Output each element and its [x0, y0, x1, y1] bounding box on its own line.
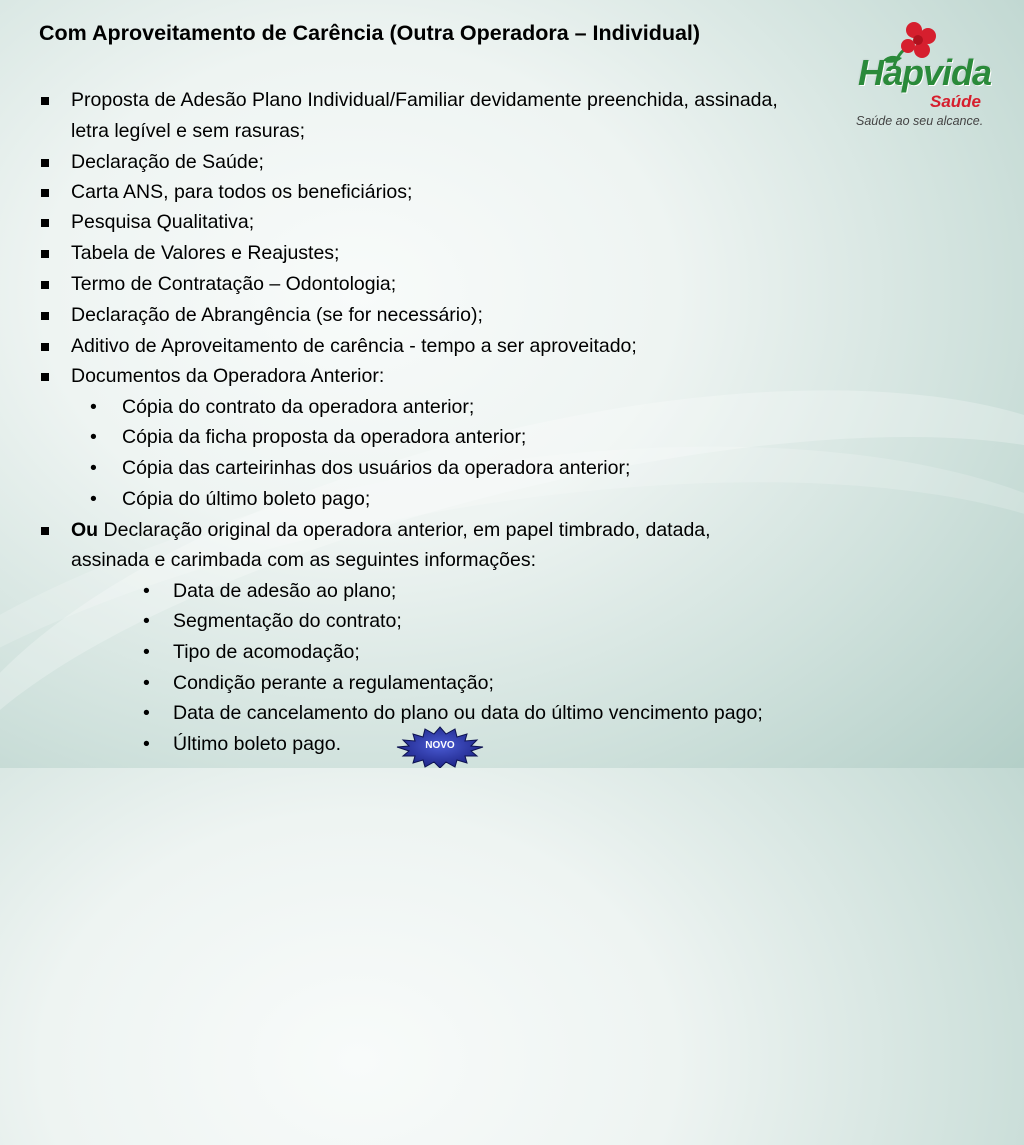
square-bullet-icon: [41, 312, 49, 320]
logo-tagline: Saúde ao seu alcance.: [856, 114, 984, 128]
list-item: Documentos da Operadora Anterior:: [71, 365, 385, 387]
round-bullet-icon: •: [143, 580, 150, 602]
list-item-text: Declaração original da operadora anterior, em papel timbrado, datada,: [98, 519, 711, 541]
round-bullet-icon: •: [90, 396, 97, 418]
square-bullet-icon: [41, 189, 49, 197]
info-list-item: Tipo de acomodação;: [173, 641, 360, 663]
square-bullet-icon: [41, 219, 49, 227]
info-list-item: Segmentação do contrato;: [173, 610, 402, 632]
square-bullet-icon: [41, 527, 49, 535]
round-bullet-icon: •: [143, 702, 150, 724]
round-bullet-icon: •: [143, 733, 150, 755]
square-bullet-icon: [41, 373, 49, 381]
round-bullet-icon: •: [90, 488, 97, 510]
badge-label: NOVO: [425, 740, 455, 751]
round-bullet-icon: •: [143, 610, 150, 632]
info-list-item: Data de cancelamento do plano ou data do último vencimento pago;: [173, 702, 763, 724]
square-bullet-icon: [41, 281, 49, 289]
new-badge: [395, 726, 485, 768]
sub-list-item: Cópia do último boleto pago;: [122, 488, 371, 510]
list-item: [71, 515, 711, 546]
round-bullet-icon: •: [90, 426, 97, 448]
list-item-continuation: letra legível e sem rasuras;: [71, 120, 306, 142]
square-bullet-icon: [41, 343, 49, 351]
sub-list-item: Cópia da ficha proposta da operadora anterior;: [122, 426, 527, 448]
info-list-item: Data de adesão ao plano;: [173, 580, 397, 602]
page-title: Com Aproveitamento de Carência (Outra Operadora – Individual): [39, 21, 701, 45]
list-item: Tabela de Valores e Reajustes;: [71, 242, 340, 264]
list-item: Declaração de Abrangência (se for necessário);: [71, 304, 483, 326]
list-item: Carta ANS, para todos os beneficiários;: [71, 181, 413, 203]
list-item-continuation: assinada e carimbada com as seguintes informações:: [71, 549, 536, 571]
logo-brand: Hapvida: [858, 52, 992, 93]
list-item: Pesquisa Qualitativa;: [71, 211, 255, 233]
square-bullet-icon: [41, 250, 49, 258]
round-bullet-icon: •: [143, 672, 150, 694]
round-bullet-icon: •: [143, 641, 150, 663]
list-item: Termo de Contratação – Odontologia;: [71, 273, 397, 295]
list-item: Aditivo de Aproveitamento de carência - tempo a ser aproveitado;: [71, 335, 637, 357]
logo-sub: Saúde: [930, 92, 982, 111]
square-bullet-icon: [41, 97, 49, 105]
info-list-item: Condição perante a regulamentação;: [173, 672, 494, 694]
sub-list-item: Cópia das carteirinhas dos usuários da operadora anterior;: [122, 457, 631, 479]
or-label: Ou: [71, 519, 99, 541]
info-list-item: Último boleto pago.: [173, 733, 342, 755]
list-item: Declaração de Saúde;: [71, 151, 264, 173]
round-bullet-icon: •: [90, 457, 97, 479]
list-item: Proposta de Adesão Plano Individual/Familiar devidamente preenchida, assinada,: [71, 89, 778, 111]
sub-list-item: Cópia do contrato da operadora anterior;: [122, 396, 475, 418]
square-bullet-icon: [41, 159, 49, 167]
